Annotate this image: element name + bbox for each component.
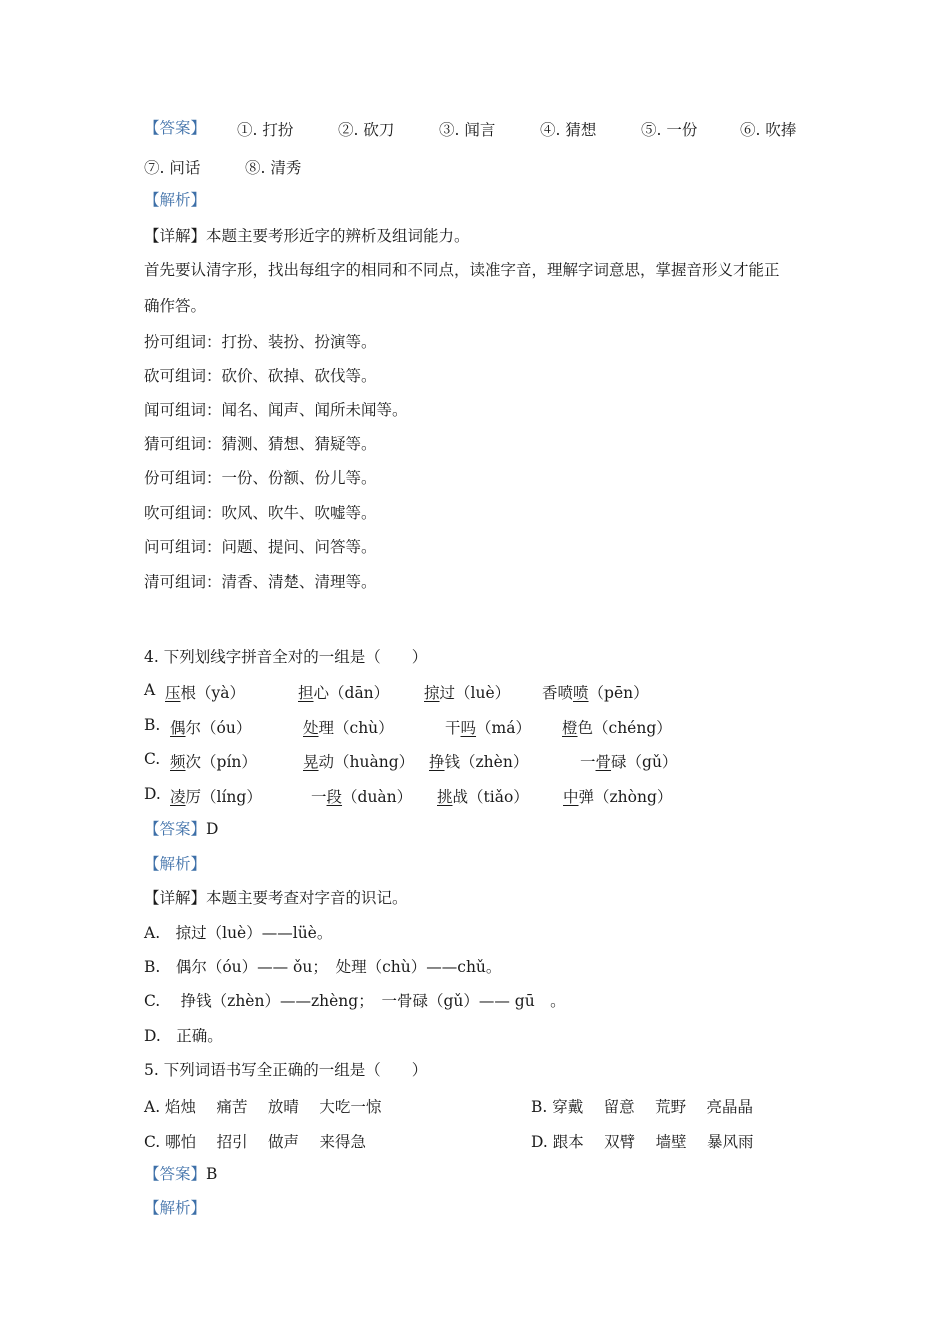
detail-text: 本题主要考形近字的辨析及组词能力。 (206, 227, 470, 245)
underlined-char: 压 (165, 684, 181, 702)
q5-analysis-tag (144, 1198, 206, 1218)
option-label: A (144, 681, 156, 699)
underlined-char: 橙 (562, 719, 578, 737)
underlined-char: 处 (303, 719, 319, 737)
option-label: C. (144, 750, 161, 768)
q3-answer-8: ⑧. 清秀 (245, 159, 302, 177)
option-item: 晃动（huàng） (303, 753, 415, 771)
q3-answer-3: ③. 闻言 (439, 121, 496, 139)
option-item: 挑战（tiǎo） (437, 788, 529, 806)
option-item: 橙色（chéng） (562, 719, 672, 737)
q3-para-1: 首先要认清字形，找出每组字的相同和不同点，读准字音，理解字词意思，掌握音形义才能正 (144, 261, 780, 279)
option-item: 挣钱（zhèn） (429, 753, 529, 771)
analysis-tag: 【解析】 (144, 191, 207, 209)
word-group-line: 吹可组词：吹风、吹牛、吹嘘等。 (144, 504, 377, 522)
option-label: D. (144, 785, 161, 803)
option-item: 掠过（luè） (424, 684, 511, 702)
option-label: B. (144, 716, 161, 734)
analysis-tag: 【解析】 (144, 855, 207, 873)
underlined-char: 骨 (595, 753, 612, 771)
option-item: 偶尔（óu） (170, 719, 252, 737)
q5-option: C. 哪怕 招引 做声 来得急 (144, 1133, 366, 1151)
q3-answer-line (144, 118, 206, 138)
q3-answer-1: ①. 打扮 (237, 121, 294, 139)
option-item: 干吗（má） (445, 719, 531, 737)
underlined-char: 掠 (424, 684, 440, 702)
q3-answer-5: ⑤. 一份 (641, 121, 698, 139)
underlined-char: 挑 (437, 788, 453, 806)
word-group-line: 清可组词：清香、清楚、清理等。 (144, 573, 377, 591)
q4-analysis-tag (144, 854, 206, 874)
answer-tag: 【答案】 (144, 1165, 207, 1183)
option-item: 一骨碌（gǔ） (580, 753, 678, 771)
word-group-line: 问可组词：问题、提问、问答等。 (144, 538, 377, 556)
word-group-line: 扮可组词：打扮、装扮、扮演等。 (144, 333, 377, 351)
detail-tag: 【详解】 (144, 889, 207, 907)
option-item: 处理（chù） (303, 719, 394, 737)
explanation-line: A. 掠过（luè）——lüè。 (144, 924, 333, 942)
underlined-char: 频 (170, 753, 186, 771)
q5-question: 5. 下列词语书写全正确的一组是（ ） (144, 1061, 428, 1079)
q5-option: A. 焰烛 痛苦 放晴 大吃一惊 (144, 1098, 382, 1116)
option-item: 担心（dān） (298, 684, 390, 702)
word-group-line: 砍可组词：砍价、砍掉、砍伐等。 (144, 367, 377, 385)
q4-question: 4. 下列划线字拼音全对的一组是（ ） (144, 648, 428, 666)
q3-answer-7: ⑦. 问话 (144, 159, 201, 177)
explanation-line: D. 正确。 (144, 1027, 223, 1045)
q4-detail (144, 888, 408, 908)
q4-answer (144, 819, 218, 839)
word-group-line: 份可组词：一份、份额、份儿等。 (144, 469, 377, 487)
answer-tag: 【答案】 (144, 820, 207, 838)
q3-answer-6: ⑥. 吹捧 (740, 121, 797, 139)
q3-analysis-tag (144, 190, 206, 210)
option-item: 中弹（zhòng） (563, 788, 673, 806)
detail-tag: 【详解】 (144, 227, 207, 245)
answer-value: B (206, 1165, 218, 1183)
option-item: 压根（yà） (165, 684, 246, 702)
option-item: 凌厉（líng） (170, 788, 262, 806)
q3-answer-2: ②. 砍刀 (338, 121, 395, 139)
q3-answer-4: ④. 猜想 (540, 121, 597, 139)
option-item: 香喷喷（pēn） (542, 684, 649, 702)
q5-option: B. 穿戴 留意 荒野 亮晶晶 (531, 1098, 754, 1116)
analysis-tag: 【解析】 (144, 1199, 207, 1217)
q3-detail (144, 226, 470, 246)
word-group-line: 闻可组词：闻名、闻声、闻所未闻等。 (144, 401, 408, 419)
underlined-char: 中 (563, 788, 579, 806)
underlined-char: 喷 (573, 684, 589, 702)
answer-tag: 【答案】 (144, 119, 207, 137)
option-item: 一段（duàn） (311, 788, 413, 806)
option-item: 频次（pín） (170, 753, 257, 771)
detail-text: 本题主要考查对字音的识记。 (206, 889, 408, 907)
underlined-char: 吗 (460, 719, 477, 737)
underlined-char: 段 (326, 788, 343, 806)
underlined-char: 晃 (303, 753, 319, 771)
word-group-line: 猜可组词：猜测、猜想、猜疑等。 (144, 435, 377, 453)
underlined-char: 担 (298, 684, 314, 702)
q5-option: D. 跟本 双臂 墙壁 暴风雨 (531, 1133, 754, 1151)
q5-answer (144, 1164, 217, 1184)
underlined-char: 偶 (170, 719, 186, 737)
answer-value: D (206, 820, 219, 838)
underlined-char: 凌 (170, 788, 186, 806)
q3-para-2: 确作答。 (144, 297, 207, 315)
underlined-char: 挣 (429, 753, 445, 771)
explanation-line: C. 挣钱（zhèn）——zhèng； 一骨碌（gǔ）—— gū 。 (144, 992, 566, 1010)
explanation-line: B. 偶尔（óu）—— ǒu； 处理（chù）——chǔ。 (144, 958, 502, 976)
